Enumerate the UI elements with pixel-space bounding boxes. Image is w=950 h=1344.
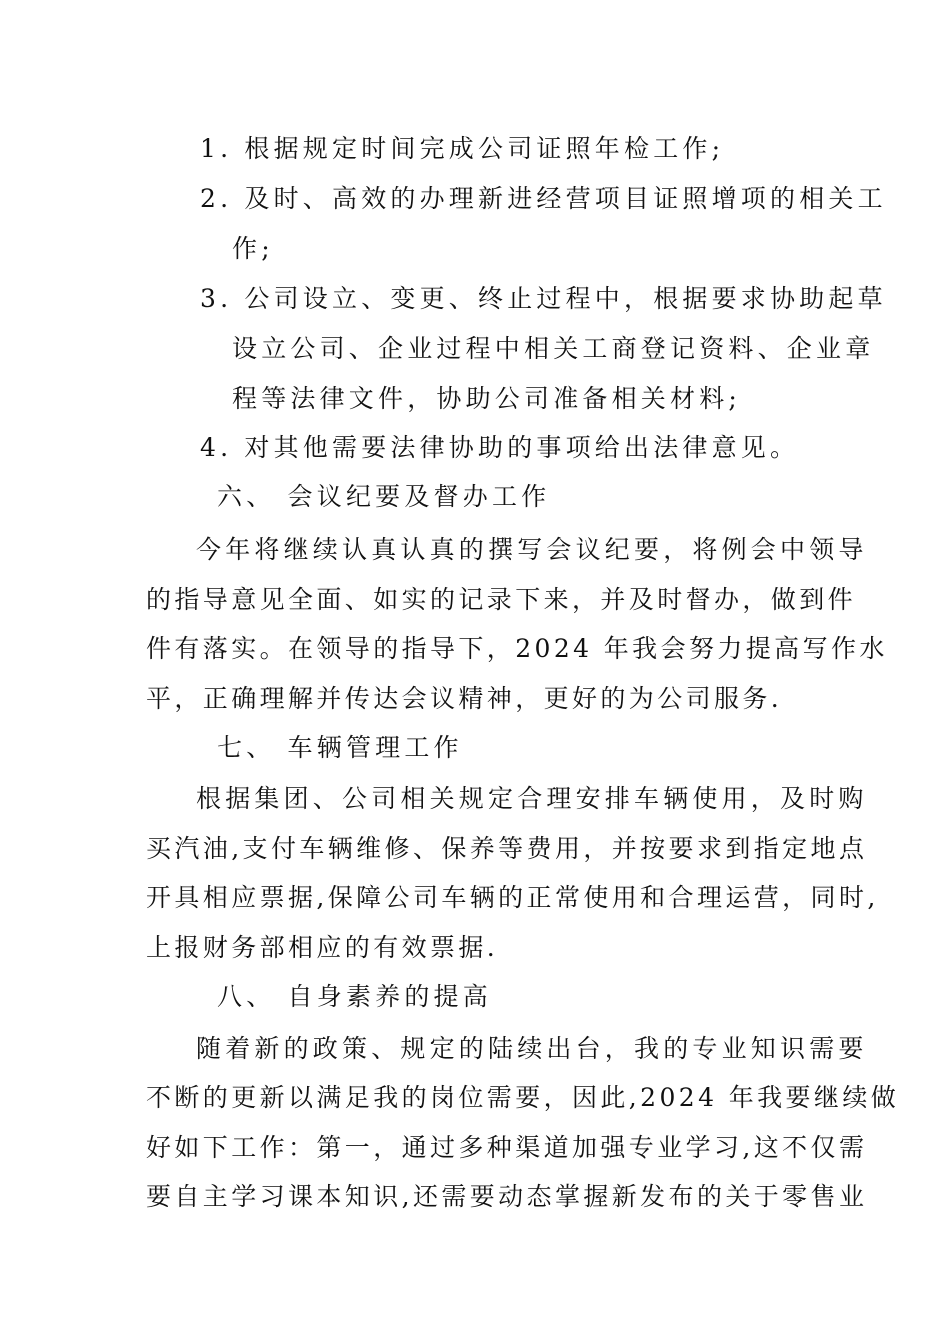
section-6-heading: 六、 会议纪要及督办工作	[217, 482, 551, 511]
section-6-paragraph-line-4: 平，正确理解并传达会议精神，更好的为公司服务.	[146, 684, 783, 713]
list-item-2-line-1: 2. 及时、高效的办理新进经营项目证照增项的相关工	[200, 184, 887, 213]
section-7-paragraph-line-4: 上报财务部相应的有效票据.	[146, 933, 499, 962]
section-8-paragraph-line-3: 好如下工作：第一，通过多种渠道加强专业学习,这不仅需	[146, 1133, 868, 1162]
list-item-1-line-1: 1. 根据规定时间完成公司证照年检工作;	[200, 134, 725, 163]
section-6-paragraph-line-3: 件有落实。在领导的指导下，2024 年我会努力提高写作水	[146, 634, 888, 663]
section-7-paragraph-line-2: 买汽油,支付车辆维修、保养等费用，并按要求到指定地点	[146, 834, 868, 863]
section-6-paragraph-line-1: 今年将继续认真认真的撰写会议纪要，将例会中领导	[196, 535, 868, 564]
list-item-3-line-3: 程等法律文件，协助公司准备相关材料;	[232, 384, 742, 413]
section-7-paragraph-line-1: 根据集团、公司相关规定合理安排车辆使用，及时购	[196, 784, 868, 813]
section-7-paragraph-line-3: 开具相应票据,保障公司车辆的正常使用和合理运营，同时,	[146, 883, 879, 912]
section-6-paragraph-line-2: 的指导意见全面、如实的记录下来，并及时督办，做到件	[146, 585, 857, 614]
list-item-4-line-1: 4. 对其他需要法律协助的事项给出法律意见。	[200, 433, 800, 462]
section-7-heading: 七、 车辆管理工作	[217, 733, 463, 762]
section-8-paragraph-line-2: 不断的更新以满足我的岗位需要，因此,2024 年我要继续做	[146, 1083, 900, 1112]
list-item-2-line-2: 作;	[232, 234, 274, 263]
list-item-3-line-2: 设立公司、企业过程中相关工商登记资料、企业章	[232, 334, 875, 363]
list-item-3-line-1: 3. 公司设立、变更、终止过程中，根据要求协助起草	[200, 284, 887, 313]
section-8-paragraph-line-4: 要自主学习课本知识,还需要动态掌握新发布的关于零售业	[146, 1182, 868, 1211]
section-8-heading: 八、 自身素养的提高	[217, 982, 492, 1011]
section-8-paragraph-line-1: 随着新的政策、规定的陆续出台，我的专业知识需要	[196, 1034, 868, 1063]
